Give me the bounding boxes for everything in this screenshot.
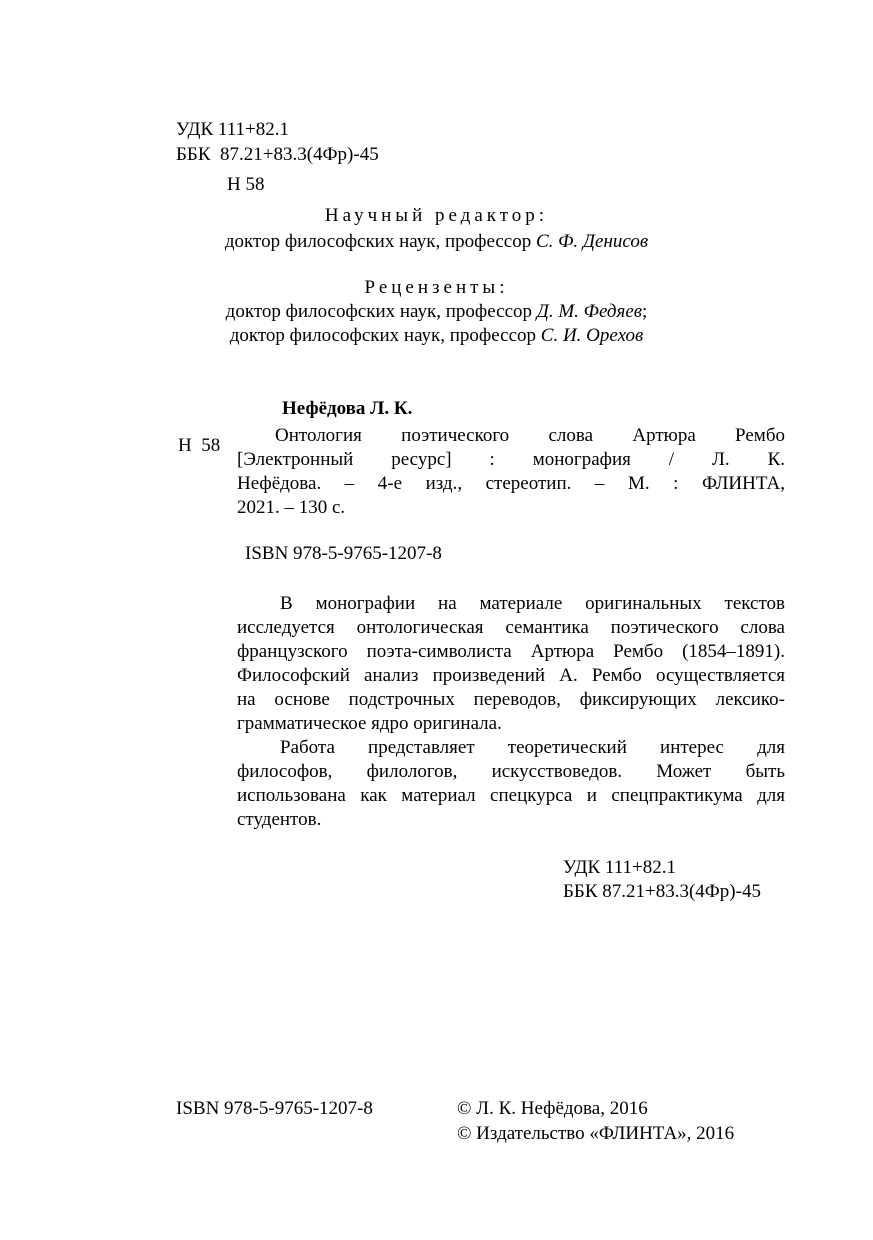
header-bbk: ББК 87.21+83.3(4Фр)-45 xyxy=(176,144,379,165)
classification-udk: УДК 111+82.1 xyxy=(563,857,676,878)
record-line: Онтология поэтического слова Артюра Рембо xyxy=(275,425,785,446)
record-line: Нефёдова. – 4-е изд., стереотип. – М. : ФЛИНТА, xyxy=(237,473,785,494)
footer-isbn: ISBN 978-5-9765-1207-8 xyxy=(176,1098,373,1119)
annotation-line: Философский анализ произведений А. Рембо осуществляется xyxy=(237,665,785,686)
reviewer-suffix: ; xyxy=(642,301,648,322)
annotation-line: исследуется онтологическая семантика поэтического слова xyxy=(237,617,785,638)
reviewer-name: Д. М. Федяев xyxy=(536,301,643,322)
reviewer-prefix: доктор философских наук, профессор xyxy=(225,301,537,322)
annotation xyxy=(237,592,785,832)
record-author-sign: Н 58 xyxy=(178,435,221,456)
reviewers-label: Рецензенты: xyxy=(364,277,509,298)
editor-prefix: доктор философских наук, профессор xyxy=(224,231,536,252)
reviewer-line-2 xyxy=(0,324,873,348)
header-author-sign: Н 58 xyxy=(227,174,265,195)
record-line: 2021. – 130 с. xyxy=(237,497,346,518)
reviewer-line-1 xyxy=(0,300,873,324)
editor-name: С. Ф. Денисов xyxy=(535,231,649,252)
annotation-line: использована как материал спецкурса и спецпрактикума для xyxy=(237,785,785,806)
editor-label: Научный редактор: xyxy=(324,205,549,226)
annotation-line: В монографии на материале оригинальных текстов xyxy=(280,593,785,614)
header-udk: УДК 111+82.1 xyxy=(176,119,289,140)
record-author: Нефёдова Л. К. xyxy=(282,398,413,419)
record-isbn: ISBN 978-5-9765-1207-8 xyxy=(245,543,442,564)
annotation-line: философов, филологов, искусствоведов. Может быть xyxy=(237,761,785,782)
annotation-line: студентов. xyxy=(237,809,322,830)
reviewer-prefix: доктор философских наук, профессор xyxy=(229,325,541,346)
copyright-author: © Л. К. Нефёдова, 2016 xyxy=(457,1098,648,1119)
copyright-publisher: © Издательство «ФЛИНТА», 2016 xyxy=(457,1123,735,1144)
record-line: [Электронный ресурс] : монография / Л. К. xyxy=(237,449,785,470)
annotation-line: грамматическое ядро оригинала. xyxy=(237,713,502,734)
annotation-line: на основе подстрочных переводов, фиксирующих лексико- xyxy=(237,689,785,710)
annotation-line: французского поэта-символиста Артюра Рембо (1854–1891). xyxy=(237,641,785,662)
annotation-line: Работа представляет теоретический интерес для xyxy=(280,737,785,758)
editor-line xyxy=(0,230,873,254)
classification-bbk: ББК 87.21+83.3(4Фр)-45 xyxy=(563,881,761,902)
record-description xyxy=(237,424,785,520)
reviewer-name: С. И. Орехов xyxy=(540,325,644,346)
